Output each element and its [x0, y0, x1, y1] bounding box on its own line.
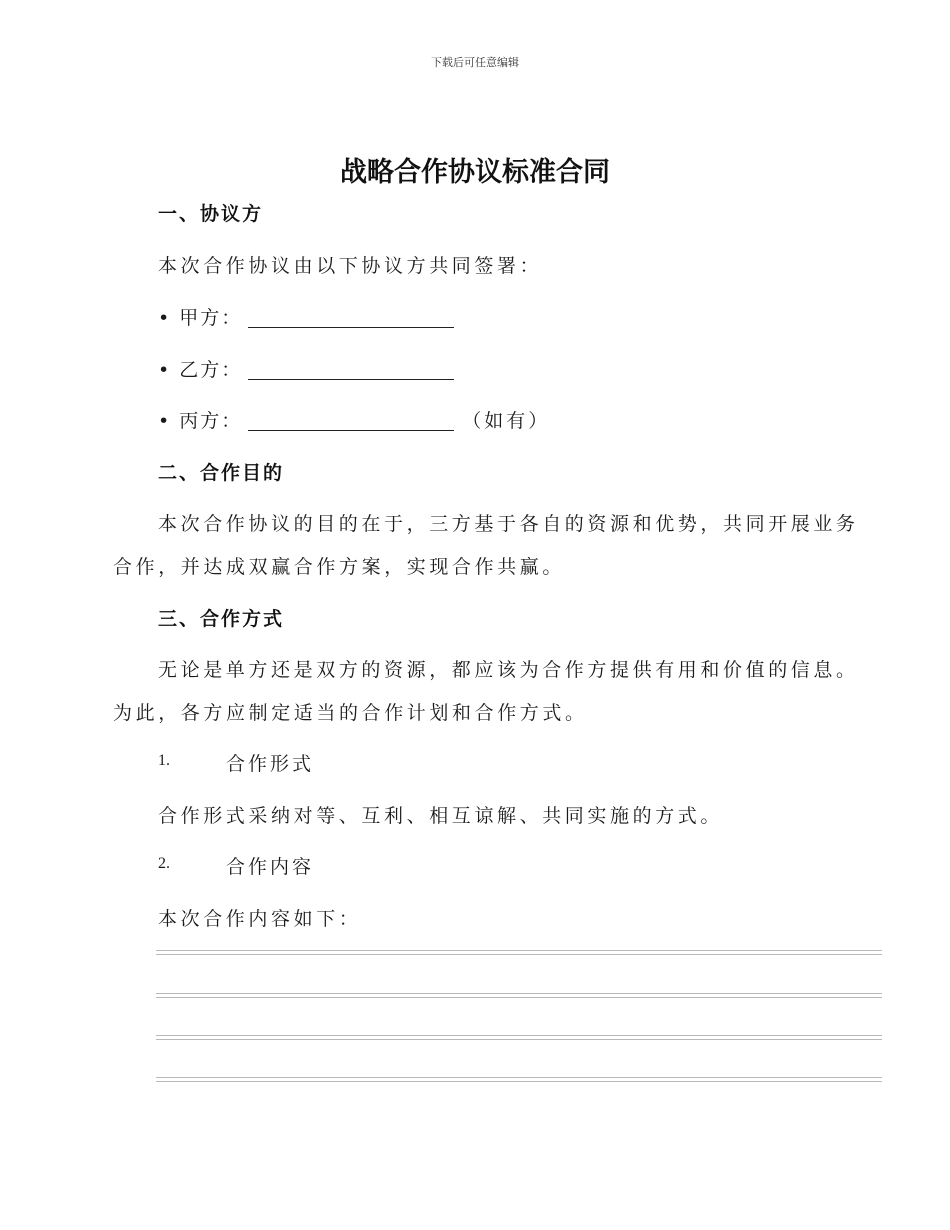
party-a-row	[158, 303, 454, 330]
method-line-1: 无论是单方还是双方的资源，都应该为合作方提供有用和价值的信息。	[158, 659, 859, 681]
header-note: 下载后可任意编辑	[431, 56, 519, 69]
purpose-line-2: 合作，并达成双赢合作方案，实现合作共赢。	[113, 556, 566, 578]
parties-intro: 本次合作协议由以下协议方共同签署：	[158, 255, 543, 277]
fill-in-line	[156, 1035, 882, 1040]
item-2-body: 本次合作内容如下：	[158, 908, 362, 930]
party-c-row	[158, 406, 550, 433]
party-a-blank	[248, 307, 454, 328]
section-heading-method: 三、合作方式	[158, 608, 285, 630]
party-b-blank	[248, 359, 454, 380]
item-1-body: 合作形式采纳对等、互利、相互谅解、共同实施的方式。	[158, 805, 724, 827]
document-title: 战略合作协议标准合同	[340, 157, 610, 188]
section-heading-purpose: 二、合作目的	[158, 462, 285, 484]
item-2-number: 2.	[158, 855, 170, 872]
party-c-label: • 丙方：	[158, 410, 243, 432]
section-heading-parties: 一、协议方	[158, 203, 264, 225]
item-1-label: 合作形式	[226, 753, 315, 775]
method-line-2: 为此，各方应制定适当的合作计划和合作方式。	[113, 702, 588, 724]
item-1-number: 1.	[158, 752, 170, 769]
fill-in-line	[156, 993, 882, 998]
party-b-row	[158, 355, 454, 382]
party-b-label: • 乙方：	[158, 359, 243, 381]
party-c-note: （如有）	[462, 410, 551, 432]
fill-in-line	[156, 950, 882, 955]
fill-in-line	[156, 1077, 882, 1082]
party-a-label: • 甲方：	[158, 307, 243, 329]
party-c-blank	[248, 410, 454, 431]
item-2-label: 合作内容	[226, 856, 315, 878]
purpose-line-1: 本次合作协议的目的在于，三方基于各自的资源和优势，共同开展业务	[158, 513, 859, 535]
